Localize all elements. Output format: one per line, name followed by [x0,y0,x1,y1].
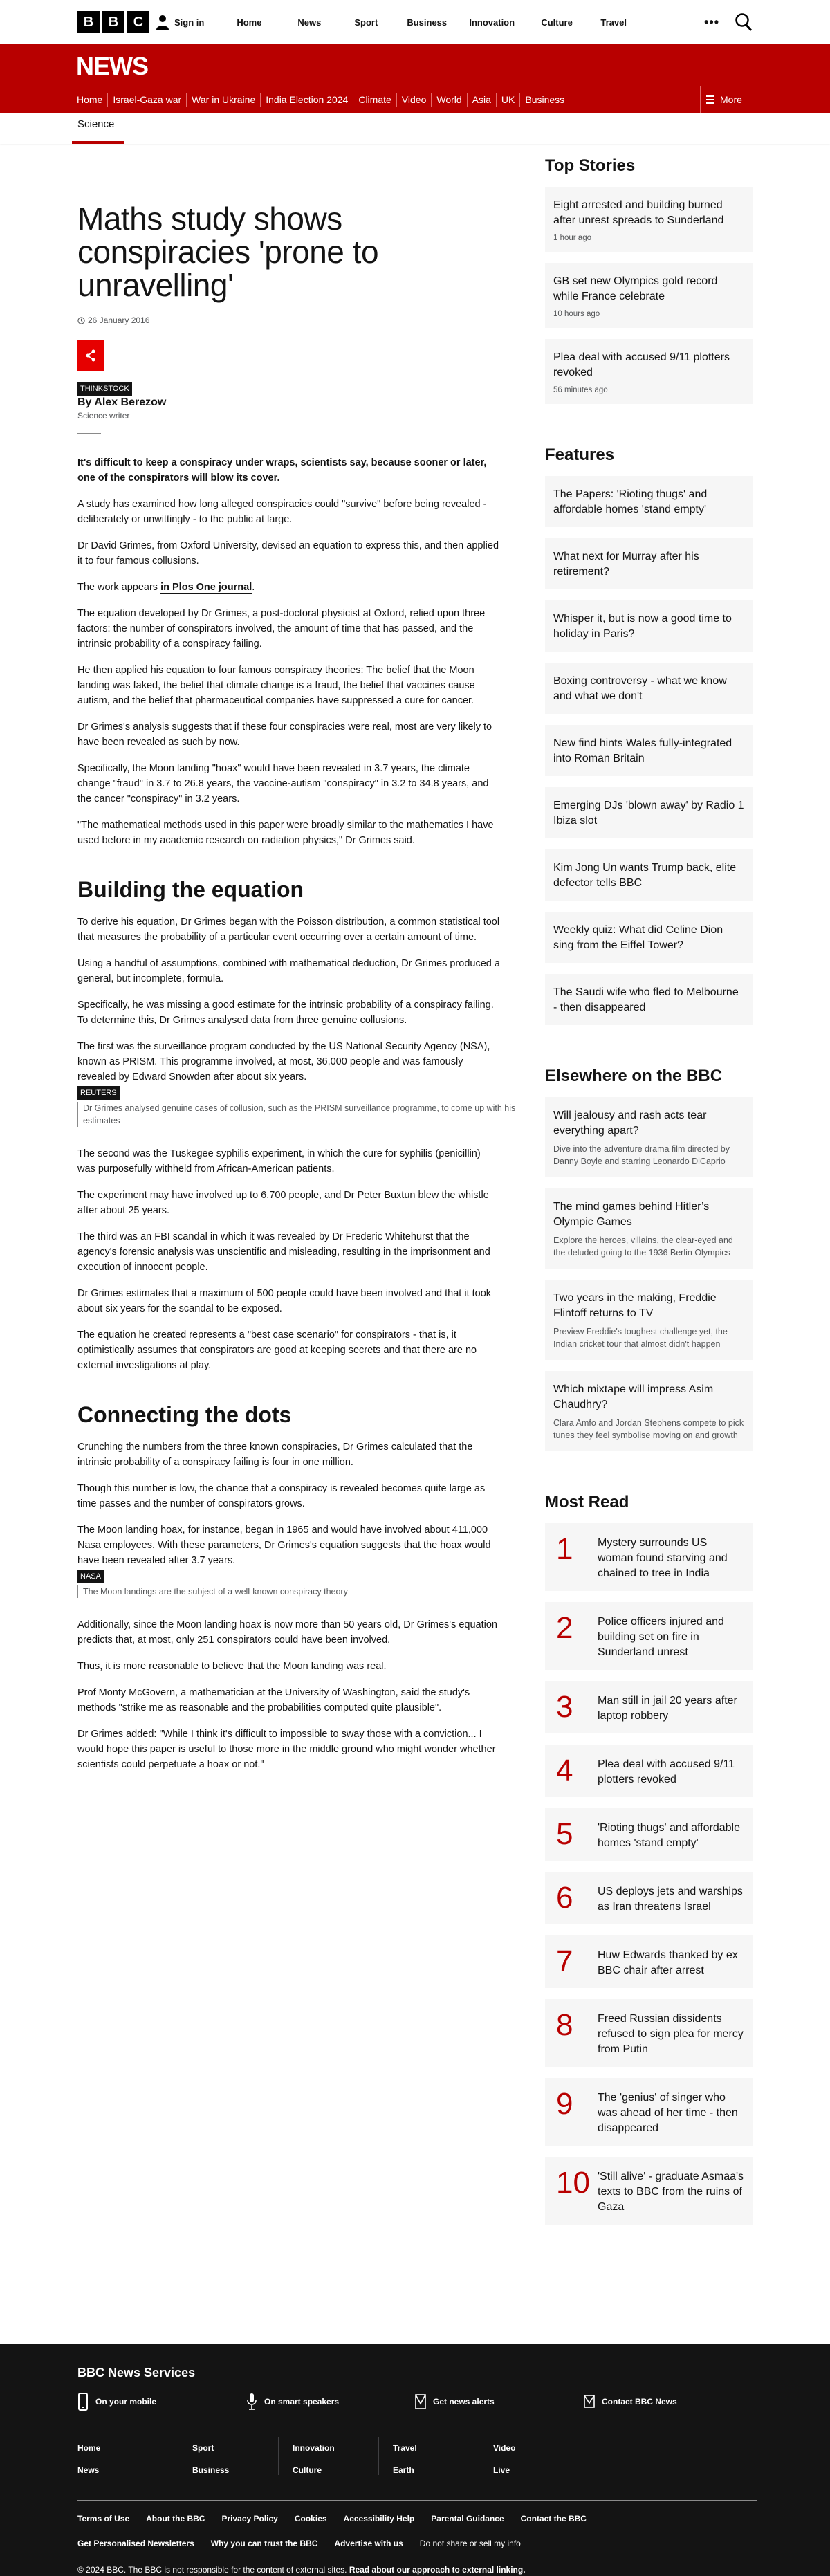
feature-card[interactable] [545,912,753,963]
legal-links [77,2514,587,2523]
section-strip [0,113,830,144]
copyright-text: © 2024 BBC. The BBC is not responsible for the content of external sites. [77,2565,347,2575]
user-icon [156,15,169,30]
service-label: Contact BBC News [602,2397,677,2407]
feature-title: The Papers: 'Rioting thugs' and affordable homes 'stand empty' [553,488,708,515]
bbc-logo[interactable] [77,11,149,33]
masthead [0,0,830,44]
article-paragraph: Prof Monty McGovern, a mathematician at the University of Washington, said the study's methods "strike me as reasonable and the probabilities computed quite plausible". [77,1687,470,1713]
elsewhere-desc: Clara Amfo and Jordan Stephens compete to pick tunes they feel symbolise moving on and growth [553,1418,744,1440]
article-paragraph: A study has examined how long alleged conspiracies could "survive" before being revealed - deliberately or unwittingly - to the public at large. [77,499,487,525]
feature-card[interactable] [545,663,753,714]
most-read-rank: 8 [556,2008,573,2042]
feature-card[interactable] [545,476,753,527]
article-paragraph: Additionally, since the Moon landing hoax is now more than 50 years old, Dr Grimes's equation predicts that, at most, only 251 conspirators could have been involved. [77,1619,497,1646]
most-read-title: Police officers injured and building set on fire in Sunderland unrest [598,1616,724,1658]
article-paragraph: Thus, it is more reasonable to believe that the Moon landing was real. [77,1661,387,1672]
top-nav-home[interactable]: Home [237,17,262,28]
article-paragraph: "The mathematical methods used in this paper were broadly similar to the mathematics I have used before in my academic research on radiation physics," Dr Grimes said. [77,820,494,846]
legal-link-accessibility[interactable]: Accessibility Help [343,2514,415,2523]
features [545,445,753,1025]
top-story-title: GB set new Olympics gold record while France celebrate [553,275,718,302]
top-nav-business[interactable]: Business [407,17,448,28]
bbc-logo-letter: B [77,11,100,33]
bbc-logo-letter: B [102,11,124,33]
article-date-text: 26 January 2016 [88,315,150,325]
article-paragraph: The second was the Tuskegee syphilis experiment, in which the cure for syphilis (penicillin) was purposefully withheld from African-American patients. [77,1148,481,1175]
most-read-item[interactable] [545,1681,753,1733]
most-read-rank: 3 [556,1690,573,1724]
top-stories-heading: Top Stories [545,156,636,175]
feature-title: Boxing controversy - what we know and what we don't [553,675,727,702]
legal-link-cookies[interactable]: Cookies [294,2514,327,2523]
plos-one-link[interactable]: in Plos One journal [160,582,252,593]
most-read [545,1493,753,2225]
article-paragraph: Dr Grimes added: "While I think it's difficult to impossible to sway those with a conviction... I would hope this paper is useful to those more in the middle ground who might wonder whether scientists could perpetuate a hoax or not." [77,1729,496,1770]
feature-title: What next for Murray after his retirement? [553,551,699,578]
alert-icon [415,2393,426,2411]
footer-nav-column [77,2437,178,2475]
services-heading: BBC News Services [77,2366,196,2380]
article-headline: Maths study shows conspiracies 'prone to unravelling' [77,201,379,303]
news-nav-uk[interactable]: UK [496,93,519,107]
most-read-title: Mystery surrounds US woman found starving and chained to tree in India [598,1537,728,1579]
feature-title: Emerging DJs 'blown away' by Radio 1 Ibiza slot [553,800,744,827]
feature-card[interactable] [545,600,753,652]
service-label: On smart speakers [264,2397,340,2407]
clock-icon [77,317,85,324]
elsewhere-title: Which mixtape will impress Asim Chaudhry? [553,1383,714,1410]
external-linking-link[interactable] [349,2565,526,2575]
image-credit: THINKSTOCK [77,382,132,396]
article-date [77,315,501,325]
elsewhere-desc: Explore the heroes, villains, the clear-eyed and the deluded going to the 1936 Berlin Olympics [553,1235,733,1258]
footer-link-video[interactable]: Video [493,2443,516,2453]
most-read-title: Man still in jail 20 years after laptop robbery [598,1695,737,1722]
sign-in-button[interactable] [156,8,225,36]
most-read-title: Plea deal with accused 9/11 plotters revoked [598,1758,735,1785]
external-linking-label: Read about our approach to external linking. [349,2565,526,2575]
article-paragraph: Specifically, the Moon landing "hoax" would have been revealed in 3.7 years, the climate change "fraud" in 3.7 to 26.8 years, the vaccine-autism "conspiracy" in 3.2 to 34.8 years, and the cancer "conspiracy" in 3.2 years. [77,763,489,804]
news-nav-business[interactable]: Business [519,93,569,107]
figure-prism [77,1086,516,1127]
feature-card[interactable] [545,974,753,1025]
footer-link-innovation[interactable]: Innovation [293,2443,335,2453]
legal-link-terms[interactable]: Terms of Use [77,2514,130,2523]
copyright [77,2565,526,2575]
most-read-title: The 'genius' of singer who was ahead of her time - then disappeared [598,2092,738,2134]
byline-divider [77,433,101,434]
top-story-title: Plea deal with accused 9/11 plotters revoked [553,351,730,378]
elsewhere-title: The mind games behind Hitler’s Olympic Games [553,1201,710,1228]
article-paragraph: Dr Grimes estimates that a maximum of 500 people could have been involved and that it took about six years for the scandal to be exposed. [77,1288,492,1314]
legal-link-about[interactable]: About the BBC [146,2514,205,2523]
article-paragraph: Crunching the numbers from the three known conspiracies, Dr Grimes calculated that the intrinsic probability of a conspiracy failing is four in one million. [77,1442,473,1468]
most-read-title: Huw Edwards thanked by ex BBC chair after arrest [598,1949,738,1976]
news-nav-world[interactable]: World [431,93,466,107]
most-read-rank: 9 [556,2087,573,2121]
most-read-item[interactable] [545,1935,753,1988]
most-read-item[interactable] [545,1872,753,1924]
figure-caption: The Moon landings are the subject of a well-known conspiracy theory [77,1585,531,1598]
top-story-card[interactable] [545,187,753,252]
work-appears-prefix: The work appears [77,582,161,593]
legal-link-contact[interactable]: Contact the BBC [520,2514,587,2523]
article-body [77,455,516,1772]
most-read-rank: 6 [556,1881,573,1915]
top-story-time: 10 hours ago [553,310,600,318]
image-credit: REUTERS [77,1086,120,1100]
service-news-alerts[interactable] [415,2393,584,2411]
feature-card[interactable] [545,787,753,838]
feature-title: Weekly quiz: What did Celine Dion sing from the Eiffel Tower? [553,924,723,951]
service-smart-speakers[interactable] [246,2393,415,2411]
mobile-icon [77,2393,89,2411]
article-paragraph: The third was an FBI scandal in which it was revealed by Dr Frederic Whitehurst that the agency's forensic analysis was unscientific and misleading, resulting in the imprisonment and execution of innocent people. [77,1231,490,1273]
most-read-item[interactable] [545,1808,753,1861]
most-read-item[interactable] [545,1999,753,2067]
footer-link-live[interactable]: Live [493,2465,510,2475]
footer-nav [77,2437,579,2475]
most-read-item[interactable] [545,1745,753,1797]
footer-link-travel[interactable]: Travel [393,2443,417,2453]
most-read-item[interactable] [545,2157,753,2225]
elsewhere-card[interactable] [545,1280,753,1360]
feature-title: Whisper it, but is now a good time to holiday in Paris? [553,613,732,640]
top-nav-culture[interactable]: Culture [541,17,573,28]
figure-nasa [77,1570,501,1598]
feature-card[interactable] [545,849,753,901]
feature-card[interactable] [545,725,753,776]
service-contact[interactable] [584,2393,753,2411]
article-paragraph: Using a handful of assumptions, combined with mathematical deduction, Dr Grimes produced a general, but incomplete, formula. [77,958,500,984]
figure-caption: Dr Grimes analysed genuine cases of collusion, such as the PRISM surveillance programme, to come up with his estimates [77,1102,531,1127]
article-paragraph: The equation developed by Dr Grimes, a post-doctoral physicist at Oxford, relied upon three factors: the number of conspirators involved, the amount of time that has passed, and the intrinsic probability of a conspiracy failing. [77,608,486,650]
footer-link-business[interactable]: Business [192,2465,230,2475]
sidebar [545,144,753,2225]
article-paragraph: The equation he created represents a "best case scenario" for conspirators - that is, it optimistically assumes that conspirators are good at keeping secrets and that there are no external investigations at play. [77,1330,477,1371]
top-story-card[interactable] [545,263,753,328]
article-paragraph: The Moon landing hoax, for instance, began in 1965 and would have involved about 411,000 Nasa employees. With these parameters, Dr Grimes's equation suggests that the hoax would have been revealed after 3.7 years. [77,1525,491,1566]
most-read-title: US deploys jets and warships as Iran threatens Israel [598,1886,743,1913]
service-mobile[interactable] [77,2393,246,2411]
most-read-heading: Most Read [545,1493,629,1511]
top-nav [231,17,656,28]
article-paragraph: Dr Grimes's analysis suggests that if these four conspiracies were real, most are very likely to have been revealed as such by now. [77,721,492,748]
news-nav-israel-gaza-war[interactable]: Israel-Gaza war [107,93,186,107]
author-role: Science writer [77,411,130,421]
news-more-label: More [720,94,742,105]
article-paragraph: Specifically, he was missing a good estimate for the intrinsic probability of a conspiracy failing. To determine this, Dr Grimes analysed data from three genuine collusions. [77,1000,494,1026]
byline: By Alex Berezow [77,396,167,408]
service-label: On your mobile [95,2397,157,2407]
elsewhere-title: Will jealousy and rash acts tear everything apart? [553,1110,707,1137]
top-nav-news[interactable]: News [297,17,322,28]
article-paragraph: To derive his equation, Dr Grimes began with the Poisson distribution, a common statistical tool that measures the probability of a particular event occurring over a certain amount of time. [77,917,500,943]
news-nav-climate[interactable]: Climate [353,93,396,107]
footer-nav-column [378,2437,479,2475]
share-icon [85,349,96,362]
footer-link-home[interactable]: Home [77,2443,101,2453]
article-paragraph: Dr David Grimes, from Oxford University, devised an equation to express this, and then applied it to four famous collusions. [77,540,499,567]
most-read-item[interactable] [545,1523,753,1591]
legal-link-trust[interactable]: Why you can trust the BBC [210,2539,318,2548]
article-paragraph: The experiment may have involved up to 6,700 people, and Dr Peter Buxtun blew the whistle after about 25 years. [77,1190,489,1216]
article-paragraph: Though this number is low, the chance that a conspiracy is revealed becomes quite large as time passes and the number of conspirators grows. [77,1483,486,1509]
feature-card[interactable] [545,538,753,589]
menu-icon [706,95,714,104]
top-story-card[interactable] [545,339,753,404]
legal-divider [77,2500,757,2501]
share-button[interactable] [77,340,104,371]
most-read-title: 'Still alive' - graduate Asmaa's texts to BBC from the ruins of Gaza [598,2171,744,2213]
feature-title: Kim Jong Un wants Trump back, elite defector tells BBC [553,862,737,889]
most-read-rank: 1 [556,1532,573,1566]
news-nav-home[interactable]: Home [77,94,103,105]
section-link-science[interactable]: Science [77,118,115,130]
microphone-icon [246,2393,257,2411]
elsewhere-card[interactable] [545,1371,753,1451]
elsewhere-card[interactable] [545,1097,753,1177]
footer-nav-column [278,2437,378,2475]
news-nav-india-election[interactable]: India Election 2024 [260,93,353,107]
features-heading: Features [545,445,615,464]
elsewhere-heading: Elsewhere on the BBC [545,1067,723,1085]
top-nav-sport[interactable]: Sport [354,17,378,28]
legal-link-newsletters[interactable]: Get Personalised Newsletters [77,2539,194,2548]
most-read-title: 'Rioting thugs' and affordable homes 'stand empty' [598,1822,740,1849]
top-nav-innovation[interactable]: Innovation [469,17,515,28]
more-dots-icon[interactable]: ••• [704,15,719,29]
most-read-rank: 5 [556,1817,573,1851]
subheading-building-equation: Building the equation [77,877,304,902]
elsewhere-desc: Preview Freddie's toughest challenge yet, the Indian cricket tour that almost didn't happen [553,1327,728,1349]
article-paragraph: He then applied his equation to four famous conspiracy theories: The belief that the Moon landing was faked, the belief that climate change is a fraud, the belief that vaccines cause autism, and the belief that pharmaceutical companies have suppressed a cure for cancer. [77,665,475,706]
legal-link-parental[interactable]: Parental Guidance [431,2514,504,2523]
elsewhere-on-bbc [545,1067,753,1451]
news-nav-asia[interactable]: Asia [467,93,496,107]
most-read-rank: 10 [556,2166,590,2200]
search-icon [735,12,753,32]
article-paragraph: The first was the surveillance program conducted by the US National Security Agency (NSA), known as PRISM. This programme involved, at most, 36,000 people and was famously revealed by Edward Snowden after about six years. [77,1041,490,1083]
top-story-time: 1 hour ago [553,234,591,242]
top-nav-travel[interactable]: Travel [600,17,627,28]
footer-nav-column [479,2437,579,2475]
news-nav-war-in-ukraine[interactable]: War in Ukraine [186,93,260,107]
elsewhere-card[interactable] [545,1188,753,1269]
news-more-button[interactable] [700,86,742,113]
most-read-rank: 7 [556,1944,573,1978]
service-label: Get news alerts [433,2397,495,2407]
article-lead: It's difficult to keep a conspiracy under wraps, scientists say, because sooner or later, one of the conspirators will blow its cover. [77,457,487,484]
legal-links-secondary [77,2539,521,2548]
most-read-rank: 4 [556,1754,573,1787]
news-nav [0,86,830,113]
news-wordmark[interactable]: NEWS [76,52,148,80]
article [77,144,516,1772]
top-stories [545,156,753,404]
elsewhere-desc: Dive into the adventure drama film directed by Danny Boyle and starring Leonardo DiCaprio [553,1144,730,1166]
bbc-logo-letter: C [127,11,149,33]
elsewhere-title: Two years in the making, Freddie Flintoff returns to TV [553,1292,717,1319]
feature-title: The Saudi wife who fled to Melbourne - then disappeared [553,986,739,1013]
services-list [77,2391,753,2412]
top-story-time: 56 minutes ago [553,386,608,394]
most-read-item[interactable] [545,1602,753,1670]
sign-in-label: Sign in [174,17,205,28]
most-read-title: Freed Russian dissidents refused to sign plea for mercy from Putin [598,2013,744,2055]
search-button[interactable] [735,12,753,32]
footer [0,2344,830,2576]
news-banner [0,44,830,86]
footer-link-culture[interactable]: Culture [293,2465,322,2475]
subheading-connecting-dots: Connecting the dots [77,1402,292,1427]
legal-link-privacy[interactable]: Privacy Policy [221,2514,278,2523]
footer-nav-column [178,2437,278,2475]
most-read-rank: 2 [556,1611,573,1645]
footer-link-news[interactable]: News [77,2465,100,2475]
do-not-share-button[interactable]: Do not share or sell my info [419,2539,521,2548]
legal-link-advertise[interactable]: Advertise with us [334,2539,403,2548]
footer-link-sport[interactable]: Sport [192,2443,214,2453]
most-read-item[interactable] [545,2078,753,2146]
top-story-title: Eight arrested and building burned after unrest spreads to Sunderland [553,199,724,226]
news-nav-video[interactable]: Video [396,93,432,107]
image-credit: NASA [77,1570,104,1583]
feature-title: New find hints Wales fully-integrated into Roman Britain [553,737,732,764]
work-appears-suffix: . [252,582,255,593]
footer-link-earth[interactable]: Earth [393,2465,414,2475]
mail-icon [584,2393,595,2411]
article-paragraph [77,580,501,595]
